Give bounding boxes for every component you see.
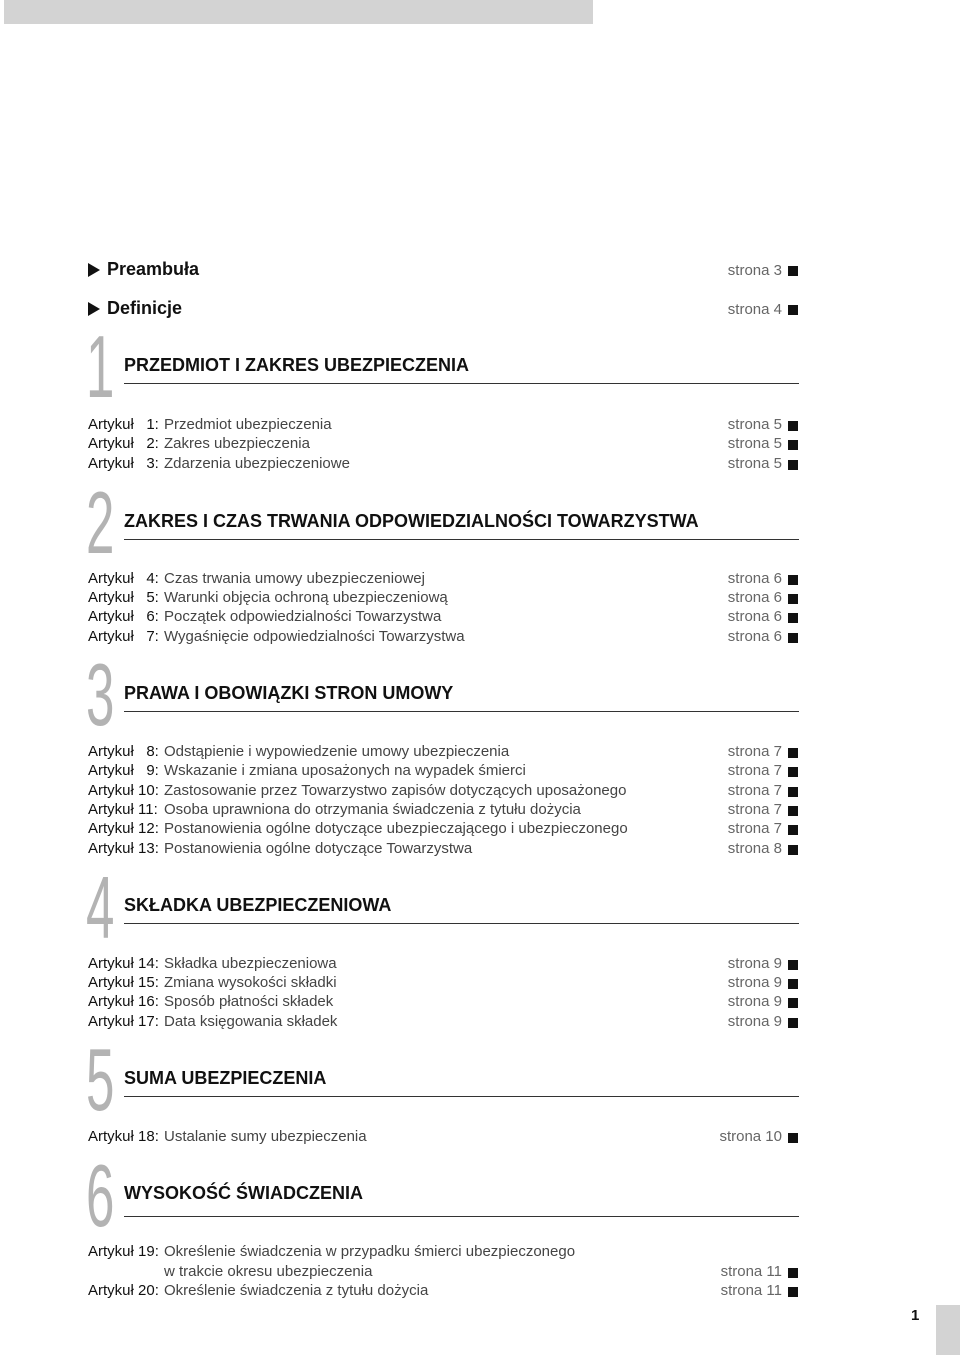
square-bullet-icon [788, 979, 798, 989]
page-reference: strona 8 [727, 840, 782, 857]
article-title: Sposób płatności składek [164, 993, 334, 1010]
page-reference: strona 5 [727, 435, 782, 452]
square-bullet-icon [788, 594, 798, 604]
page-reference: strona 11 [720, 1282, 782, 1299]
toc-article-row[interactable] [88, 1282, 798, 1302]
article-label: Artykuł 12: [88, 820, 159, 837]
page-reference: strona 7 [727, 782, 782, 799]
toc-article-row[interactable] [88, 589, 798, 609]
square-bullet-icon [788, 1018, 798, 1028]
triangle-bullet-icon [88, 263, 100, 277]
page-reference: strona 6 [727, 608, 782, 625]
toc-article-row[interactable] [88, 993, 798, 1013]
square-bullet-icon [788, 305, 798, 315]
article-label: Artykuł 16: [88, 993, 159, 1010]
section-divider [124, 539, 799, 540]
section-number: 3 [86, 645, 115, 744]
triangle-bullet-icon [88, 302, 100, 316]
article-label: Artykuł 5: [88, 589, 159, 606]
section-title: WYSOKOŚĆ ŚWIADCZENIA [124, 1183, 364, 1203]
page-reference: strona 7 [727, 820, 782, 837]
page-reference: strona 6 [727, 628, 782, 645]
toc-entry-title: Preambuła [107, 259, 200, 279]
toc-article-row[interactable] [88, 743, 798, 763]
section-title: ZAKRES I CZAS TRWANIA ODPOWIEDZIALNOŚCI TOWARZYSTWA [124, 511, 699, 531]
section-number: 5 [86, 1030, 115, 1129]
section-number: 1 [86, 317, 115, 416]
article-title: Postanowienia ogólne dotyczące ubezpieczającego i ubezpieczonego [164, 820, 628, 837]
square-bullet-icon [788, 440, 798, 450]
toc-article-row[interactable] [88, 974, 798, 994]
article-label: Artykuł 9: [88, 762, 159, 779]
article-title: Ustalanie sumy ubezpieczenia [164, 1128, 367, 1145]
section-number: 4 [86, 858, 115, 957]
section-divider [124, 711, 799, 712]
article-title: Czas trwania umowy ubezpieczeniowej [164, 570, 425, 587]
square-bullet-icon [788, 633, 798, 643]
toc-article-row[interactable] [88, 628, 798, 648]
page-reference: strona 11 [720, 1263, 782, 1280]
square-bullet-icon [788, 825, 798, 835]
page-reference: strona 5 [727, 455, 782, 472]
article-title: Określenie świadczenia w przypadku śmierci ubezpieczonego [164, 1243, 576, 1260]
toc-article-row[interactable] [88, 840, 798, 860]
article-title: Składka ubezpieczeniowa [164, 955, 337, 972]
article-label: Artykuł 11: [88, 801, 158, 818]
page-reference: strona 3 [727, 262, 782, 279]
section-number: 6 [86, 1146, 115, 1245]
toc-article-row[interactable] [88, 1128, 798, 1148]
page-reference: strona 5 [727, 416, 782, 433]
section-divider [124, 923, 799, 924]
toc-entry-preamble[interactable] [88, 259, 798, 283]
page-reference: strona 4 [727, 301, 782, 318]
section-title: PRAWA I OBOWIĄZKI STRON UMOWY [124, 683, 454, 703]
square-bullet-icon [788, 806, 798, 816]
toc-article-row[interactable] [88, 570, 798, 590]
article-title: Określenie świadczenia z tytułu dożycia [164, 1282, 429, 1299]
page-number: 1 [911, 1307, 920, 1324]
page-reference: strona 6 [727, 589, 782, 606]
toc-article-row[interactable] [88, 782, 798, 802]
article-title: Data księgowania składek [164, 1013, 338, 1030]
square-bullet-icon [788, 421, 798, 431]
square-bullet-icon [788, 748, 798, 758]
article-title: Zmiana wysokości składki [164, 974, 337, 991]
article-title-continuation: w trakcie okresu ubezpieczenia [164, 1263, 373, 1280]
toc-article-row[interactable] [88, 608, 798, 628]
article-label: Artykuł 19: [88, 1243, 159, 1260]
page-reference: strona 9 [727, 974, 782, 991]
article-label: Artykuł 1: [88, 416, 159, 433]
section-divider [124, 1216, 799, 1217]
article-label: Artykuł 18: [88, 1128, 159, 1145]
toc-article-row[interactable] [88, 955, 798, 975]
page-reference: strona 10 [719, 1128, 782, 1145]
section-title: SUMA UBEZPIECZENIA [124, 1068, 327, 1088]
article-title: Początek odpowiedzialności Towarzystwa [164, 608, 442, 625]
square-bullet-icon [788, 1133, 798, 1143]
section-title: PRZEDMIOT I ZAKRES UBEZPIECZENIA [124, 355, 470, 375]
article-title: Zastosowanie przez Towarzystwo zapisów dotyczących uposażonego [164, 782, 627, 799]
page-reference: strona 9 [727, 993, 782, 1010]
article-title: Zdarzenia ubezpieczeniowe [164, 455, 350, 472]
article-title: Zakres ubezpieczenia [164, 435, 310, 452]
square-bullet-icon [788, 460, 798, 470]
page-reference: strona 9 [727, 1013, 782, 1030]
article-label: Artykuł 3: [88, 455, 159, 472]
section-divider [124, 1096, 799, 1097]
square-bullet-icon [788, 787, 798, 797]
article-label: Artykuł 20: [88, 1282, 159, 1299]
section-title: SKŁADKA UBEZPIECZENIOWA [124, 895, 392, 915]
article-label: Artykuł 10: [88, 782, 159, 799]
article-label: Artykuł 8: [88, 743, 159, 760]
header-bar [4, 0, 593, 24]
square-bullet-icon [788, 1287, 798, 1297]
square-bullet-icon [788, 575, 798, 585]
article-title: Przedmiot ubezpieczenia [164, 416, 332, 433]
square-bullet-icon [788, 767, 798, 777]
article-label: Artykuł 14: [88, 955, 159, 972]
toc-entry-definitions[interactable] [88, 298, 798, 322]
toc-entry-title: Definicje [107, 298, 183, 318]
section-number: 2 [86, 473, 115, 572]
page-reference: strona 7 [727, 762, 782, 779]
square-bullet-icon [788, 1268, 798, 1278]
page-reference: strona 6 [727, 570, 782, 587]
toc-article-row[interactable] [88, 801, 798, 821]
article-label: Artykuł 7: [88, 628, 159, 645]
page-reference: strona 7 [727, 743, 782, 760]
article-title: Wygaśnięcie odpowiedzialności Towarzystwa [164, 628, 465, 645]
section-divider [124, 383, 799, 384]
toc-article-row[interactable] [88, 1243, 798, 1283]
square-bullet-icon [788, 613, 798, 623]
article-label: Artykuł 2: [88, 435, 159, 452]
square-bullet-icon [788, 845, 798, 855]
article-title: Odstąpienie i wypowiedzenie umowy ubezpieczenia [164, 743, 510, 760]
article-title: Warunki objęcia ochroną ubezpieczeniową [164, 589, 448, 606]
article-label: Artykuł 15: [88, 974, 159, 991]
square-bullet-icon [788, 960, 798, 970]
square-bullet-icon [788, 998, 798, 1008]
toc-article-row[interactable] [88, 762, 798, 782]
toc-article-row[interactable] [88, 1013, 798, 1033]
article-title: Osoba uprawniona do otrzymania świadczenia z tytułu dożycia [164, 801, 581, 818]
toc-article-row[interactable] [88, 455, 798, 475]
article-label: Artykuł 4: [88, 570, 159, 587]
page-reference: strona 9 [727, 955, 782, 972]
square-bullet-icon [788, 266, 798, 276]
article-title: Wskazanie i zmiana uposażonych na wypadek śmierci [164, 762, 526, 779]
article-title: Postanowienia ogólne dotyczące Towarzystwa [164, 840, 473, 857]
page-reference: strona 7 [727, 801, 782, 818]
article-label: Artykuł 17: [88, 1013, 159, 1030]
footer-bar [936, 1305, 960, 1355]
toc-article-row[interactable] [88, 820, 798, 840]
article-label: Artykuł 13: [88, 840, 159, 857]
article-label: Artykuł 6: [88, 608, 159, 625]
toc-article-row[interactable] [88, 416, 798, 436]
toc-article-row[interactable] [88, 435, 798, 455]
